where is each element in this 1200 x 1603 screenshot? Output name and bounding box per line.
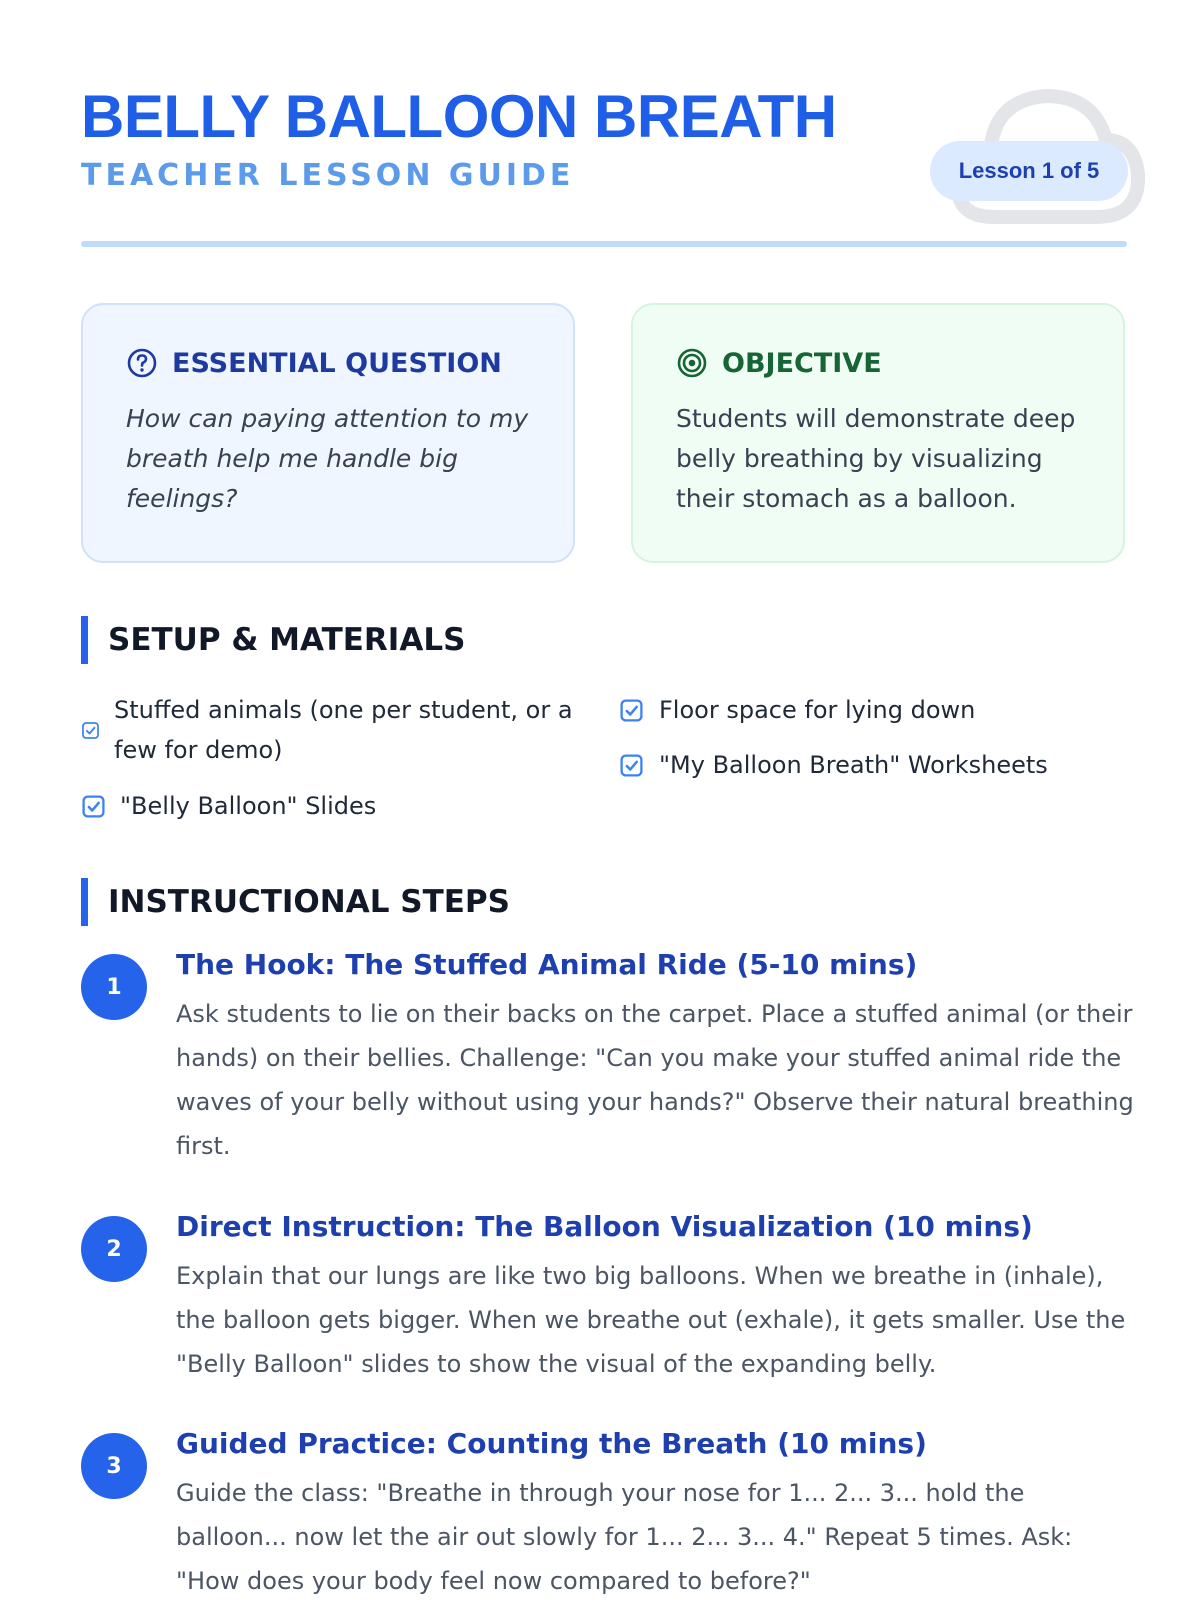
objective-card: [631, 303, 1125, 563]
step-description: Ask students to lie on their backs on the carpet. Place a stuffed animal (or their hands) on their bellies. Challenge: "Can you make your stuffed animal ride the waves of your belly without using your hands?" Observe their natural breathing first.: [176, 1000, 1134, 1160]
material-item: [619, 745, 1048, 785]
materials-heading: [81, 616, 465, 664]
checkbox-checked-icon: [619, 753, 644, 778]
checkbox-checked-icon: [81, 721, 100, 740]
step-title: Guided Practice: Counting the Breath (10 mins): [176, 1427, 927, 1460]
question-circle-icon: [126, 347, 158, 379]
checkbox-checked-icon: [619, 698, 644, 723]
essential-question-title: ESSENTIAL QUESTION: [172, 347, 502, 379]
header-divider: [81, 241, 1127, 247]
objective-text: Students will demonstrate deep belly breathing by visualizing their stomach as a balloon.: [676, 404, 1076, 513]
materials-heading-text: SETUP & MATERIALS: [108, 622, 466, 658]
material-item-label: Floor space for lying down: [659, 696, 976, 724]
step-description: Explain that our lungs are like two big balloons. When we breathe in (inhale), the balloon gets bigger. When we breathe out (exhale), it gets smaller. Use the "Belly Balloon" slides to show the visual of the expanding belly.: [176, 1262, 1126, 1378]
steps-heading-text: INSTRUCTIONAL STEPS: [108, 884, 510, 920]
lesson-badge: Lesson 1 of 5: [930, 141, 1128, 201]
step-number-badge: 3: [81, 1433, 147, 1499]
objective-title: OBJECTIVE: [722, 347, 882, 379]
step-number-badge: 2: [81, 1216, 147, 1282]
checkbox-checked-icon: [81, 794, 106, 819]
page-title: BELLY BALLOON BREATH: [81, 83, 837, 150]
essential-question-text: How can paying attention to my breath help me handle big feelings?: [126, 404, 529, 513]
material-item: [81, 690, 581, 770]
lesson-guide-page: [81, 0, 1134, 1600]
essential-question-header: [126, 347, 502, 379]
step-title: Direct Instruction: The Balloon Visualization (10 mins): [176, 1210, 1033, 1243]
target-icon: [676, 347, 708, 379]
material-item: [81, 786, 376, 826]
objective-header: [676, 347, 882, 379]
step-title: The Hook: The Stuffed Animal Ride (5-10 mins): [176, 948, 918, 981]
page-subtitle: TEACHER LESSON GUIDE: [81, 158, 575, 193]
step-number-badge: 1: [81, 954, 147, 1020]
step-description: Guide the class: "Breathe in through your nose for 1... 2... 3... hold the balloon... now let the air out slowly for 1... 2... 3... 4." Repeat 5 times. Ask: "How does your body feel now compared to before?": [176, 1479, 1073, 1595]
material-item-label: "Belly Balloon" Slides: [120, 792, 377, 820]
essential-question-card: [81, 303, 575, 563]
steps-heading: [81, 878, 510, 926]
material-item-label: "My Balloon Breath" Worksheets: [659, 751, 1048, 779]
material-item: [619, 690, 975, 730]
material-item-label: Stuffed animals (one per student, or a few for demo): [114, 696, 573, 764]
